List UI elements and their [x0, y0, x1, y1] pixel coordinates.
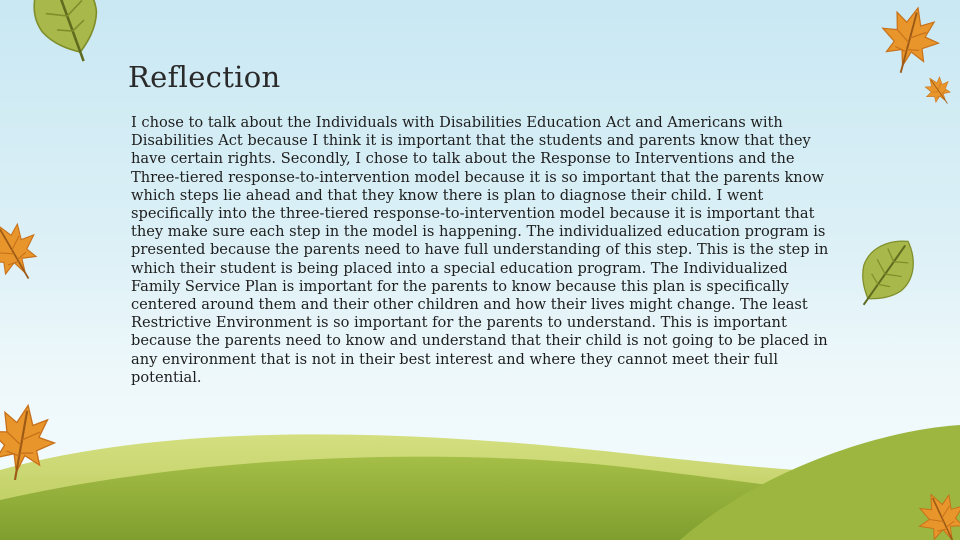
leaf-top-left-icon [21, 0, 112, 72]
leaf-top-right-small-icon [919, 71, 958, 111]
leaf-right-middle-icon [844, 228, 927, 319]
slide-body-text: I chose to talk about the Individuals with Disabilities Education Act and Americans with Disabilities Act because I think it is important that the students and parents know that they have certain rights. Secondly, I chose to talk about the Response to Interventions and the Three-tiered response-to-intervention model because it is so important that the parents know which steps lie ahead and that they know there is plan to diagnose their child. I went specifically into the three-tiered response-to-intervention model because it is important that they make sure each step in the model is happening. The individualized education program is presented because the parents need to have full understanding of this step. This is the step in which their student is being placed into a special education program. The Individualized Family Service Plan is important for the parents to know because this plan is specifically centered around them and their other children and how their lives might change. The least Restrictive Environment is so important for the parents to understand. This is important because the parents need to know and understand that their child is not going to be placed in any environment that is not in their best interest and where they cannot meet their full potential. [131, 114, 829, 386]
leaf-top-right-icon [873, 0, 946, 80]
slide-title: Reflection [128, 60, 281, 94]
leaf-left-middle-icon [0, 212, 51, 292]
